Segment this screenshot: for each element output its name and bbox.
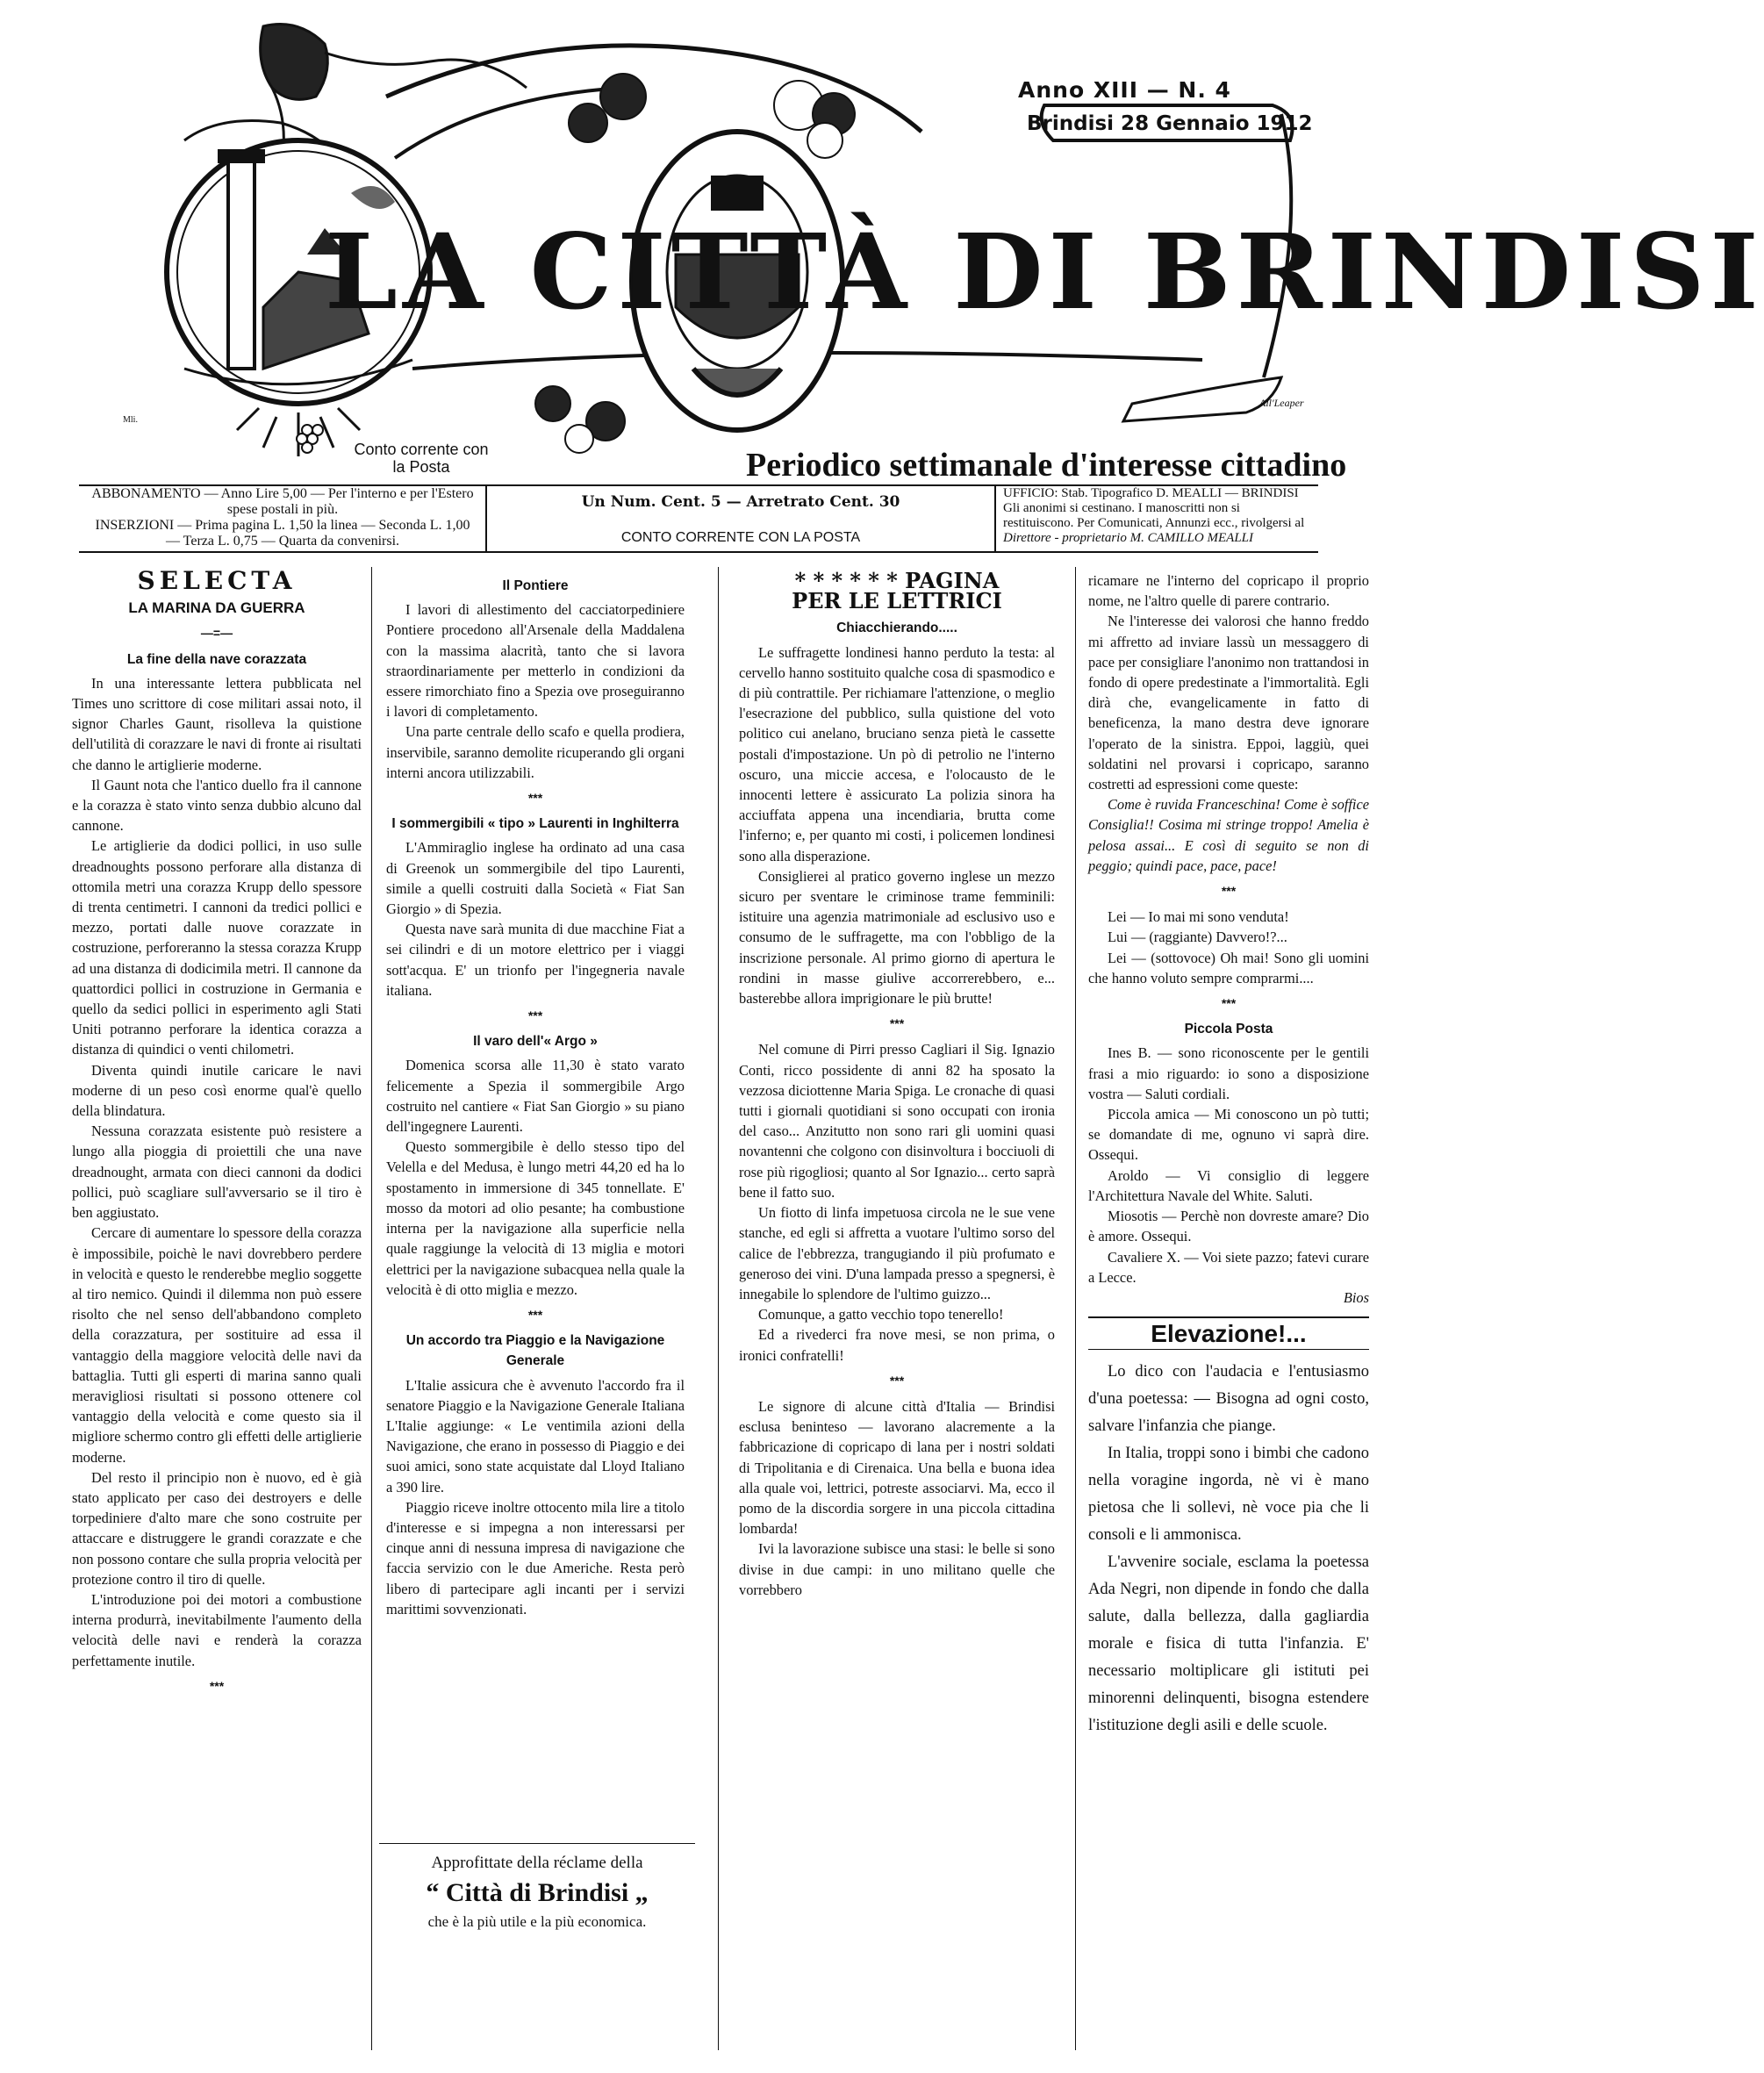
advert-line-3: che è la più utile e la più economica. (427, 1913, 647, 1930)
article-paragraph: Consiglierei al pratico governo inglese un mezzo sicuro per sventare le criminose trame femminili: istituire una agenzia matrimoniale ad esclusivo uso e consumo de le suffragette, ma con l'obbligo de la inscrizione personale. Al primo giorno di apertura le rondini in masse giulive accorrerebbero, e... basterebbe allora imprigionare le più brutte! (739, 867, 1055, 1008)
info-conto: CONTO CORRENTE CON LA POSTA (620, 530, 861, 545)
column-rule (371, 567, 372, 2050)
article-paragraph: In Italia, troppi sono i bimbi che cadono nella voragine ingorda, nè vi è mano pietosa che li sollevi, nè voce pia che li consoli e li ammonisca. (1088, 1445, 1369, 1545)
rubric-word: PAGINA (905, 568, 1000, 593)
separator: *** (1221, 996, 1237, 1011)
info-bar-bottom-rule (79, 551, 1318, 553)
dialogue-line: Lei — Io mai mi sono venduta! (1108, 908, 1289, 926)
column-2 (386, 570, 685, 1619)
article-paragraph: In una interessante lettera pubblicata nel Times uno scrittore di cose militari assai noto, il signor Charles Gaunt, risolleva la quistione dell'utilità di corazzare le navi di fronte ai risultati che danno le artiglierie moderne. (72, 674, 362, 773)
article-paragraph: Diventa quindi inutile caricare le navi moderne di un peso così enorme qual'è quello della blindatura. (72, 1061, 362, 1120)
article-paragraph: Una parte centrale dello scafo e quella prodiera, inservibile, saranno demolite ricuperando gli organi interni ancora utilizzabili. (386, 723, 685, 781)
article-paragraph: L'introduzione poi dei motori a combustione interna produrrà, inevitabilmente l'aumento della velocità delle navi e renderà la corazza perfettamente inutile. (72, 1590, 362, 1669)
article-paragraph: Un fiotto di linfa impetuosa circola ne le sue vene stanche, ed egli si affretta a vuotare l'ultimo sorso del calice de l'ebbrezza, trangugiando il più profumato e generoso dei vini. D'una lampada presso a spegnersi, è innegabile lo splendore de l'ultimo guizzo... (739, 1204, 1055, 1302)
article-subheading: La fine della nave corazzata (126, 651, 307, 667)
info-abbonamento (88, 486, 477, 549)
article-paragraph: L'Ammiraglio inglese ha ordinato ad una casa di Greenok un sommergibile del tipo Laurenti, simile a quelli costruiti dalla Società « Fiat San Giorgio » di Spezia. (386, 839, 685, 918)
article-heading: LA MARINA DA GUERRA (128, 599, 305, 617)
article-paragraph: Questo sommergibile è dello stesso tipo del Velella e del Medusa, è lungo metri 44,20 ed ha lo spostamento in immersione di 345 tonnellate. E' mosso da motori ad olio pesante; ha combustione interna per la navigazione alla superficie nella quale raggiunge la velocità di 13 miglia e motori elettrici per la navigazione subacquea nella quale la velocità è di otto miglia e mezzo. (386, 1138, 685, 1298)
separator: *** (527, 791, 543, 806)
article-paragraph: Nessuna corazzata esistente può resistere a lungo alla pioggia di proiettili che una nave dreadnought, armata con dieci cannoni da dodici pollici, può scagliare sull'avversario se il tiro è ben aggiustato. (72, 1123, 362, 1222)
article-paragraph: I lavori di allestimento del cacciatorpediniere Pontiere procedono all'Arsenale della Maddalena con la massima alacrità, tanto che si lavora straordinariamente per metterlo in condizioni da essere rimorchiato fino a Spezia ove proseguiranno i lavori di completamento. (386, 601, 685, 721)
article-heading: Il Pontiere (502, 578, 569, 593)
column-rule (1075, 567, 1076, 2050)
article-paragraph: Ed a rivederci fra nove mesi, se non prima, o ironici confratelli! (739, 1326, 1055, 1364)
info-divider (485, 484, 487, 553)
advert-line-2: “ Città di Brindisi „ (426, 1878, 649, 1907)
column-4 (1088, 570, 1369, 1739)
article-heading: Il varo dell'« Argo » (473, 1034, 598, 1050)
separator: *** (527, 1008, 543, 1023)
ad-rule (379, 1843, 695, 1844)
article-heading: Piccola Posta (1184, 1022, 1273, 1037)
article-paragraph: Del resto il principio non è nuovo, ed è già stato applicato per caso dei destroyers e delle torpediniere d'alto mare che sono costruite per attaccare e distruggere le grandi corazzate e che non possono contare che sulla propria velocità per protezione contro il tiro di quelle. (72, 1468, 362, 1588)
article-paragraph: Comunque, a gatto vecchio topo tenerello! (758, 1306, 1004, 1323)
end-mark: *** (209, 1678, 225, 1693)
inserzioni-text: INSERZIONI — Prima pagina L. 1,50 la linea — Seconda L. 1,00 — Terza L. 0,75 — Quarta da convenirsi. (95, 518, 470, 549)
art-signature-small: Mli. (123, 415, 138, 425)
column-rule (718, 567, 719, 2050)
column-3 (739, 570, 1055, 1600)
article-paragraph: Piaggio riceve inoltre ottocento mila lire a titolo d'interesse e si impegna a non interessarsi per cinque anni di nessuna impresa di navigazione che faccia servizio con le due Americhe. Resta però libero di partecipare agli incanti per i servizi marittimi sovvenzionati. (386, 1498, 685, 1618)
issue-date: Brindisi 28 Gennaio 1912 (1027, 112, 1313, 135)
posta-item: Cavaliere X. — Voi siete pazzo; fatevi curare a Lecce. (1088, 1248, 1369, 1286)
info-ufficio (1003, 486, 1312, 546)
article-paragraph: Ne l'interesse dei valorosi che hanno freddo mi affretto ad inviare lassù un messaggero di pace per consigliare l'anonimo non trattandosi in fondo di opere predestinate a l'immortalità. Egli dirà che, evangelicamente in fatto di beneficenza, la mano destra deve ignorare l'operato de la sinistra. Eppoi, laggiù, quei soldatini nel provarsi i copricapo, saranno costretti ad espressioni come queste: (1088, 613, 1369, 793)
article-paragraph: L'avvenire sociale, esclama la poetessa Ada Negri, non dipende in fondo che dalla salute, dalla bellezza, dalla gagliardia morale e fisica di tutta l'infanzia. E' necessario moltiplicare gli istituti pei minorenni delinquenti, bisogna estendere l'istituzione degli asili e delle scuole. (1088, 1553, 1369, 1735)
separator: *** (1221, 884, 1237, 899)
posta-signature: Bios (1343, 1288, 1369, 1306)
article-paragraph: Le suffragette londinesi hanno perduto la testa: al cervello hanno sostituito qualche cosa di spasmodico e di più contrattile. Per richiamare l'attenzione, o meglio l'esecrazione del pubblico, sulla quistione del voto politico cui anelano, bruciano senza pietà le cassette postali d'impostazione. Un pò di petrolio ne l'interno oscuro, una miccie accesa, e l'olocausto de le innocenti lettere è assicurato La polizia sinora ha acciuffata appena una incendiaria, brutta come l'inferno; e, per quanto mi costi, i policemen londinesi sono alla disperazione. (739, 643, 1055, 864)
article-heading: I sommergibili « tipo » Laurenti in Inghilterra (391, 816, 679, 832)
article-paragraph: Nel comune di Pirri presso Cagliari il Sig. Ignazio Conti, ricco possidente di anni 82 ha sposato la vezzosa diciottenne Maria Spiga. Le cronache di quasi tutti i giornali quotidiani si sono occupati con ironia del caso... Anzitutto non sono rari gli uomini quasi novantenni che colgono con disinvoltura i bocciuoli di rose più rigogliosi; quanto al Sor Ignazio... certo saprà bene il fatto suo. (739, 1041, 1055, 1201)
article-paragraph: L'Italie assicura che è avvenuto l'accordo fra il senatore Piaggio e la Navigazione Generale Italiana L'Italie aggiunge: « Le ventimila azioni della Navigazione, che erano in possesso di Piaggio e dei suoi amici, sono state acquistate dal Lloyd Italiano a 390 lire. (386, 1376, 685, 1496)
article-paragraph: Ivi la lavorazione subisce una stasi: le belle si sono divise in due campi: in uno militano quelle che vorrebbero (739, 1540, 1055, 1598)
direttore-text: Direttore - proprietario M. CAMILLO MEALLI (1003, 531, 1253, 545)
article-paragraph: Domenica scorsa alle 11,30 è stato varato felicemente a Spezia il sommergibile Argo costruito nel cantiere « Fiat San Giorgio » su piano dell'ingegnere Laurenti. (386, 1057, 685, 1136)
info-prezzo: Un Num. Cent. 5 — Arretrato Cent. 30 (581, 493, 900, 511)
posta-item: Miosotis — Perchè non dovreste amare? Dio è amore. Ossequi. (1088, 1208, 1369, 1245)
heading-ornament: —=— (200, 626, 233, 641)
ufficio-text: UFFICIO: Stab. Tipografico D. MEALLI — BRINDISI (1003, 486, 1299, 500)
ufficio-note: Gli anonimi si cestinano. I manoscritti non si restituiscono. Per Comunicati, Annunzi ecc., rivolgersi al (1003, 501, 1305, 530)
issue-number: Anno XIII — N. 4 (1018, 77, 1231, 103)
article-paragraph: Il Gaunt nota che l'antico duello fra il cannone e la corazza è stato vinto senza dubbio alcuno dal cannone. (72, 776, 362, 835)
rubric-stars: * * * * * * (794, 568, 898, 593)
advert-box (379, 1854, 695, 1931)
article-paragraph: Come è ruvida Franceschina! Come è soffice Consiglia!! Cosima mi stringe troppo! Amelia è pelosa assai... E così di seguito se non di peggio; quindi pace, pace, pace! (1088, 796, 1369, 874)
conto-corrente-note: Conto corrente con la Posta (354, 441, 489, 476)
masthead-subtitle: Periodico settimanale d'interesse cittadino (746, 447, 1347, 484)
artist-signature: All'Leaper (1259, 397, 1304, 409)
separator: *** (527, 1307, 543, 1322)
article-heading: Un accordo tra Piaggio e la Navigazione Generale (405, 1333, 665, 1369)
rubric-selecta: SELECTA (137, 566, 297, 595)
posta-item: Aroldo — Vi consiglio di leggere l'Architettura Navale del White. Saluti. (1088, 1166, 1369, 1204)
posta-item: Piccola amica — Mi conoscono un pò tutti; se domandate di me, ognuno vi saprà dire. Ossequi. (1088, 1106, 1369, 1164)
article-paragraph: Cercare di aumentare lo spessore della corazza è impossibile, poichè le navi dovrebbero perdere in velocità e questo le renderebbe meglio soggette al tiro nemico. Quindi il dilemma non può essere risolto che nel senso dell'abbandono completo della corazzatura, per sostituire ad essa il vantaggio della maggiore velocità delle navi da battaglia. Tutti gli esperti di marina sanno quali meravigliosi risultati si possono ottenere col vantaggio della velocità e come questo sia il migliore schermo contro gli effetti delle artiglierie moderne. (72, 1224, 362, 1466)
article-heading: Chiacchierando..... (836, 620, 957, 636)
separator: *** (889, 1016, 905, 1031)
article-paragraph: Questa nave sarà munita di due macchine Fiat a sei cilindri e di un motore elettrico per i viaggi sott'acqua. E' un trionfo per l'ingegneria navale italiana. (386, 921, 685, 999)
info-divider (994, 484, 996, 553)
article-paragraph: Le signore di alcune città d'Italia — Brindisi esclusa beninteso — lavorano alacremente a la fabbricazione di copricapo di lana per i nostri soldati di Tripolitania e di Cirenaica. Una bella e buona idea alla quale voi, lettrici, potreste associarvi. Ma, ecco il pomo de la discordia sorgere in una piccola cittadina lombarda! (739, 1397, 1055, 1538)
elevazione-body (1088, 1359, 1369, 1739)
separator: *** (889, 1373, 905, 1388)
column-1 (72, 566, 362, 1702)
article-heading-elevazione: Elevazione!... (1151, 1320, 1307, 1348)
dialogue-line: Lei — (sottovoce) Oh mai! Sono gli uomini che hanno voluto sempre comprarmi.... (1088, 949, 1369, 986)
section-rule (1088, 1349, 1369, 1350)
rubric-lettrici: PER LE LETTRICI (792, 588, 1002, 614)
abbonamento-text: ABBONAMENTO — Anno Lire 5,00 — Per l'interno e per l'Estero spese postali in più. (91, 486, 474, 517)
article-paragraph: Lo dico con l'audacia e l'entusiasmo d'una poetessa: — Bisogna ad ogni costo, salvare l'infanzia che piange. (1088, 1363, 1369, 1436)
dialogue-line: Lui — (raggiante) Davvero!?... (1108, 929, 1287, 946)
posta-item: Ines B. — sono riconoscente per le gentili frasi a mio riguardo: io sono a disposizione vostra — Saluti cordiali. (1088, 1044, 1369, 1102)
article-paragraph: Le artiglierie da dodici pollici, in uso sulle dreadnoughts possono perforare alla distanza di ottomila metri una corazza Krupp dello spessore di trenta centimetri. I cannoni da tredici pollici e mezzo, portati dalle nuove corazzate in costruzione, perforeranno la stessa corazza Krupp ad una distanza di dodicimila metri. Il cannone da quattordici pollici in costruzione in Germania e quello da sedici pollici in esperimento agli Stati Uniti potranno perforare la identica corazza a distanza di quindici o venti chilometri. (72, 837, 362, 1058)
advert-line-1: Approfittate della réclame della (431, 1854, 643, 1872)
masthead-title: LA CITTÀ DI BRINDISI (325, 211, 1764, 333)
article-paragraph: ricamare ne l'interno del copricapo il proprio nome, ne l'altro quelle di parere contrario. (1088, 572, 1369, 610)
section-rule (1088, 1316, 1369, 1318)
